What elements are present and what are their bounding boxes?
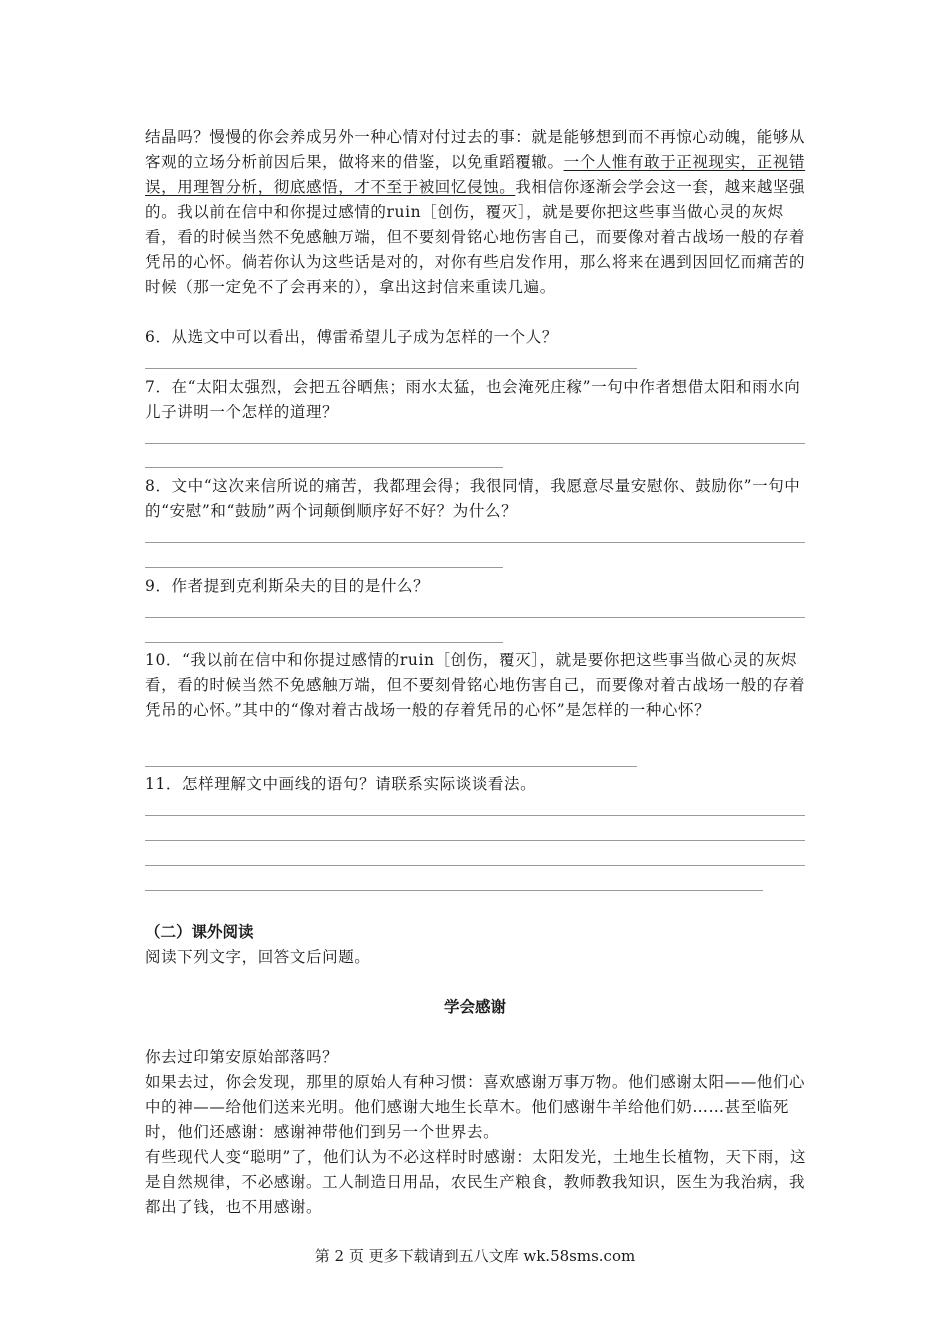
article-paragraph-2: 如果去过，你会发现，那里的原始人有种习惯：喜欢感谢万事万物。他们感谢太阳——他们心中的神——给他们送来光明。他们感谢大地生长草木。他们感谢牛羊给他们奶……甚至临死时，他们还感谢：感谢神带他们到另一个世界去。 (145, 1073, 806, 1141)
underlined-sentence: 一个人惟有敢于正视现实，正视错误，用理智分析，彻底感悟，才不至于被回忆侵蚀。 (145, 153, 806, 196)
article-paragraph-1: 你去过印第安原始部落吗？ (145, 1048, 339, 1066)
section-instruction: 阅读下列文字，回答文后问题。 (145, 948, 371, 966)
answer-line[interactable] (145, 617, 805, 618)
section-heading: （二）课外阅读 (145, 923, 254, 941)
article-title: 学会感谢 (443, 998, 506, 1016)
answer-line[interactable] (145, 865, 805, 866)
page-footer: 第 2 页 更多下载请到五八文库 wk.58sms.com (314, 1247, 636, 1265)
answer-line[interactable] (145, 642, 503, 643)
question-9: 9．作者提到克利斯朵夫的目的是什么？ (145, 577, 430, 595)
passage-paragraph (145, 125, 810, 300)
passage-text-before: 结晶吗？慢慢的你会养成另外一种心情对付过去的事：就是能够想到而不再惊心动魄，能够从客观的立场分析前因后果，做将来的借鉴，以免重蹈覆辙。 (145, 128, 806, 171)
answer-line[interactable] (145, 567, 503, 568)
answer-line[interactable] (145, 815, 805, 816)
article-paragraph-3: 有些现代人变“聪明”了，他们认为不必这样时时感谢：太阳发光，土地生长植物，天下雨，这是自然规律，不必感谢。工人制造日用品，农民生产粮食，教师教我知识，医生为我治病，我都出了钱，也不用感谢。 (145, 1148, 807, 1216)
answer-line[interactable] (145, 840, 805, 841)
answer-line[interactable] (145, 467, 503, 468)
answer-line[interactable] (145, 443, 805, 444)
answer-line[interactable] (145, 766, 637, 767)
answer-line[interactable] (145, 890, 763, 891)
question-8: 8．文中“这次来信所说的痛苦，我都理会得；我很同情，我愿意尽量安慰你、鼓励你”一句中的“安慰”和“鼓励”两个词颠倒顺序好不好？为什么？ (145, 477, 801, 520)
question-10: 10．“我以前在信中和你提过感情的ruin［创伤，覆灭］，就是要你把这些事当做心灵的灰烬看，看的时候当然不免感触万端，但不要刻骨铭心地伤害自己，而要像对着古战场一般的存着凭吊的心怀。”其中的“像对着古战场一般的存着凭吊的心怀”是怎样的一种心怀？ (145, 651, 806, 719)
answer-line[interactable] (145, 542, 805, 543)
question-7: 7．在“太阳太强烈，会把五谷晒焦；雨水太猛，也会淹死庄稼”一句中作者想借太阳和雨水向儿子讲明一个怎样的道理？ (145, 378, 801, 421)
question-6: 6．从选文中可以看出，傅雷希望儿子成为怎样的一个人？ (145, 328, 558, 346)
answer-line[interactable] (145, 368, 637, 369)
question-11: 11．怎样理解文中画线的语句？请联系实际谈谈看法。 (145, 775, 537, 793)
passage-text-after: 我相信你逐渐会学会这一套，越来越坚强的。我以前在信中和你提过感情的ruin［创伤，覆灭］，就是要你把这些事当做心灵的灰烬看，看的时候当然不免感触万端，但不要刻骨铭心地伤害自己，而要像对着古战场一般的存着凭吊的心怀。倘若你认为这些话是对的，对你有些启发作用，那么将来在遇到因回忆而痛苦的时候（那一定免不了会再来的），拿出这封信来重读几遍。 (145, 178, 806, 296)
